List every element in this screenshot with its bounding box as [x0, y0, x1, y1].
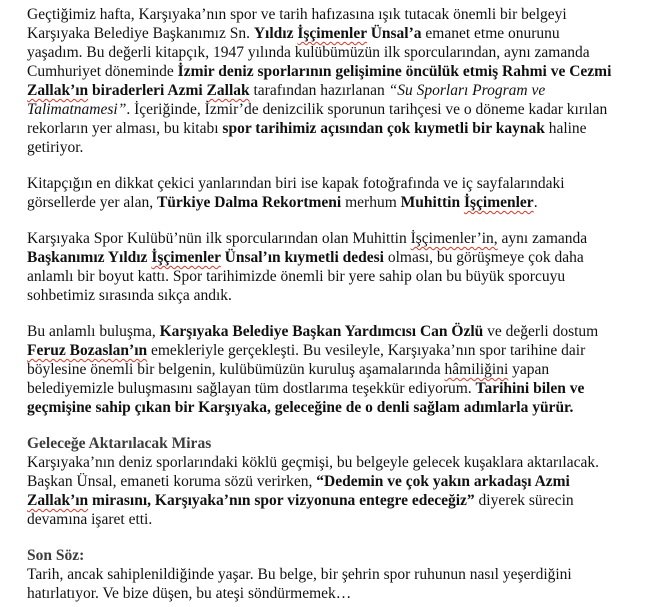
text-run: devamına işaret etti.	[27, 511, 153, 528]
text-run: emekleriyle gerçekleşti. Bu vesileyle, Karşıyaka’nın spor tarihine dair	[147, 342, 586, 359]
text-run: tarafından hazırlanan	[249, 82, 389, 99]
text-run: “Dedemin ve çok yakın arkadaşı Azmi	[316, 473, 570, 490]
spellcheck-flagged-word: İşçimenler	[297, 25, 367, 42]
text-run: anlamlı bir boyut kattı. Spor tarihimizde önemli bir yere sahip olan bu büyük sporcuyu	[27, 268, 566, 285]
text-line	[27, 100, 652, 119]
text-run: Türkiye Dalma Rekortmeni	[156, 194, 342, 211]
text-run: mirasını, Karşıyaka’nın spor vizyonuna entegre edeceğiz”	[88, 492, 475, 509]
text-run: aynı zamanda	[497, 230, 588, 247]
text-run: emanet etme onurunu	[421, 25, 560, 42]
text-run: “Su Sporları Program ve	[388, 82, 546, 99]
text-run: yapan	[508, 361, 550, 378]
paragraph-4	[27, 322, 652, 417]
text-run: Geçtiğimiz hafta, Karşıyaka’nın spor ve tarih hafızasına ışık tutacak önemli bir belgeyi	[27, 6, 567, 23]
text-line	[27, 565, 652, 584]
text-run: görsellerde yer alan,	[27, 194, 157, 211]
text-run: Karşıyaka Belediye Başkanımız Sn.	[27, 25, 254, 42]
text-run: rekorların yer alması, bu kitabı	[27, 120, 223, 137]
spellcheck-flagged-word: Zallak	[206, 82, 250, 99]
text-run: Yıldız	[253, 25, 298, 42]
text-line	[27, 584, 652, 603]
text-run: Karşıyaka’nın deniz sporlarındaki köklü geçmişi, bu belgeyle gelecek kuşaklara aktarılacak.	[27, 454, 599, 471]
paragraph-2	[27, 174, 652, 212]
text-run: haline	[544, 120, 587, 137]
text-line	[27, 491, 652, 510]
text-run: Başkanımız Yıldız	[27, 249, 152, 266]
text-run: Karşıyaka Belediye Başkan Yardımcısı Can Özlü	[159, 323, 484, 340]
text-run: biraderleri Azmi	[88, 82, 207, 99]
text-line	[27, 24, 652, 43]
spellcheck-flagged-word: İşçimenler’in,	[410, 230, 498, 247]
text-run: sohbetimiz sırasında sıkça andık.	[27, 287, 232, 304]
text-run: Muhittin	[400, 194, 464, 211]
text-line	[27, 510, 652, 529]
text-run: Karşıyaka Spor Kulübü’nün ilk sporcularından olan Muhittin	[27, 230, 411, 247]
text-run: İzmir deniz sporlarının gelişimine öncülük etmiş Rahmi ve Cezmi	[177, 63, 612, 80]
text-line	[27, 248, 652, 267]
text-run: . İçeriğinde, İzmir’de denizcilik sporunun tarihçesi ve o döneme kadar kırılan	[126, 101, 608, 118]
text-run: Ünsal’a	[366, 25, 422, 42]
text-run: ve değerli dostum	[483, 323, 599, 340]
text-run: belediyemizle buluşmasını sağlayan tüm dostlarıma teşekkür ediyorum.	[27, 380, 476, 397]
text-line	[27, 434, 652, 453]
text-run: Tarih, ancak sahiplenildiğinde yaşar. Bu belge, bir şehrin spor ruhunun nasıl yeşerdiğini	[27, 566, 572, 583]
text-run: Kitapçığın en dikkat çekici yanlarından biri ise kapak fotoğrafında ve iç sayfalarındaki	[27, 175, 565, 192]
text-line	[27, 5, 652, 24]
text-line	[27, 472, 652, 491]
text-line	[27, 546, 652, 565]
text-run: diyerek sürecin	[474, 492, 574, 509]
text-line	[27, 229, 652, 248]
text-run: hatırlatıyor. Ve bize düşen, bu ateşi söndürmemek…	[27, 585, 352, 602]
text-line	[27, 62, 652, 81]
text-run: Başkan Ünsal, emaneti koruma sözü verirken,	[27, 473, 317, 490]
spellcheck-flagged-word: İşçimenler	[463, 194, 534, 211]
spellcheck-flagged-word: Zallak’ın	[27, 492, 89, 509]
section-heading: Son Söz:	[27, 547, 85, 564]
spellcheck-flagged-word: Feruz Bozaslan’ın	[27, 342, 148, 359]
section-gelecege-aktarilacak-miras	[27, 434, 652, 529]
section-son-soz	[27, 546, 652, 603]
text-run: Ünsal’ın kıymetli dedesi	[220, 249, 384, 266]
text-run: Talimatnamesi”	[27, 101, 127, 118]
text-line	[27, 119, 652, 138]
spellcheck-flagged-word: Zallak’ın	[27, 82, 89, 99]
text-run: merhum	[341, 194, 401, 211]
text-line	[27, 138, 652, 157]
text-run: getiriyor.	[27, 139, 84, 156]
text-run: Bu anlamlı buluşma,	[27, 323, 160, 340]
text-line	[27, 174, 652, 193]
text-line	[27, 267, 652, 286]
text-line	[27, 379, 652, 398]
text-line	[27, 286, 652, 305]
text-line	[27, 193, 652, 212]
text-line	[27, 341, 652, 360]
section-heading: Geleceğe Aktarılacak Miras	[27, 435, 212, 452]
text-line	[27, 360, 652, 379]
spellcheck-flagged-word: hâmiliğini	[444, 361, 509, 378]
text-line	[27, 453, 652, 472]
text-run: yaşadım. Bu değerli kitapçık, 1947 yılında kulübümüzün ilk sporcularından, aynı zamanda	[27, 44, 590, 61]
text-line	[27, 43, 652, 62]
text-run: böylesine önemli bir belgenin, kulübümüzün kuruluş aşamalarında	[27, 361, 445, 378]
text-run: Tarihini bilen ve	[475, 380, 585, 397]
text-line	[27, 398, 652, 417]
text-run: olması, bu görüşmeye çok daha	[383, 249, 584, 266]
paragraph-3	[27, 229, 652, 305]
text-line	[27, 322, 652, 341]
text-run: .	[533, 194, 538, 211]
paragraph-1	[27, 5, 652, 157]
text-run: geçmişine sahip çıkan bir Karşıyaka, geleceğine de o denli sağlam adımlarla yürür.	[27, 399, 574, 416]
text-run: spor tarihimiz açısından çok kıymetli bir kaynak	[222, 120, 545, 137]
text-line	[27, 81, 652, 100]
spellcheck-flagged-word: İşçimenler	[151, 249, 221, 266]
text-run: Cumhuriyet döneminde	[27, 63, 178, 80]
